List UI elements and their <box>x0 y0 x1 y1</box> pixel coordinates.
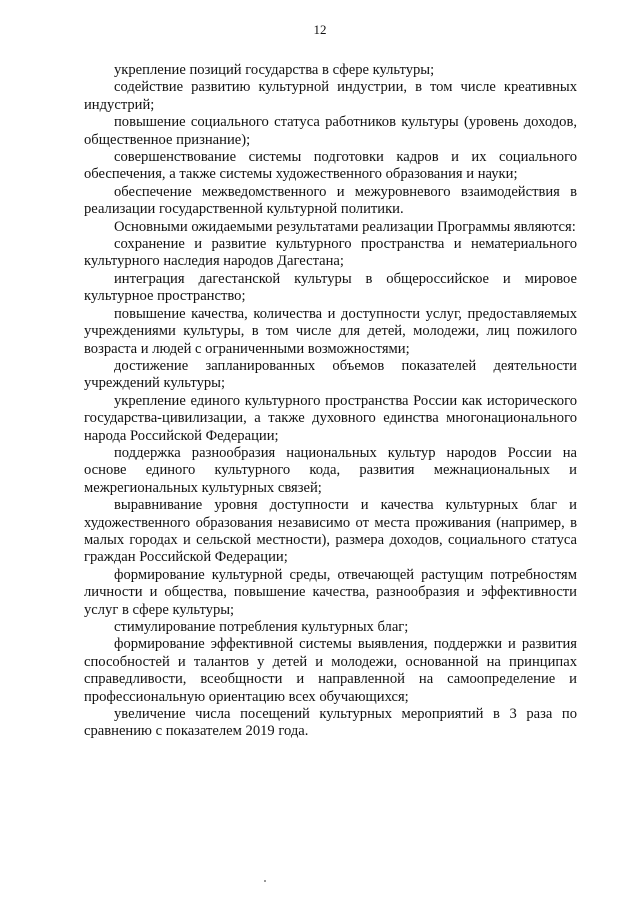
scan-speck <box>264 880 266 882</box>
paragraph: Основными ожидаемыми результатами реализации Программы являются: <box>114 218 576 235</box>
paragraph: интеграция дагестанской культуры в общероссийское и мировое культурное пространство; <box>84 270 577 305</box>
paragraph: сохранение и развитие культурного пространства и нематериального культурного наследия народов Дагестана; <box>84 236 577 270</box>
page-number: 12 <box>313 22 327 37</box>
document-body <box>84 62 577 741</box>
paragraph: формирование культурной среды, отвечающей растущим потребностям личности и общества, повышение качества, разнообразия и эффективности услуг в сфере культуры; <box>84 566 577 618</box>
paragraph: повышение качества, количества и доступности услуг, предоставляемых учреждениями культуры, в том числе для детей, молодежи, лиц пожилого возраста и людей с ограниченными возможностями; <box>84 305 577 357</box>
paragraph: совершенствование системы подготовки кадров и их социального обеспечения, а также системы художественного образования и науки; <box>84 149 577 183</box>
paragraph: содействие развитию культурной индустрии, в том числе креативных индустрий; <box>84 79 577 113</box>
paragraph: увеличение числа посещений культурных мероприятий в 3 раза по сравнению с показателем 2019 года. <box>84 706 577 740</box>
paragraph: укрепление позиций государства в сфере культуры; <box>114 62 435 78</box>
paragraph: обеспечение межведомственного и межуровневого взаимодействия в реализации государственной культурной политики. <box>84 183 577 218</box>
paragraph: формирование эффективной системы выявления, поддержки и развития способностей и талантов у детей и молодежи, основанной на принципах справедливости, всеобщности и направленной на самоопределение и профессиональную ориентацию всех обучающихся; <box>84 636 577 705</box>
paragraph: укрепление единого культурного пространства России как исторического государства-цивилизации, а также духовного единства многонационального народа Российской Федерации; <box>84 392 577 444</box>
paragraph: достижение запланированных объемов показателей деятельности учреждений культуры; <box>84 357 577 392</box>
paragraph: повышение социального статуса работников культуры (уровень доходов, общественное признание); <box>84 114 577 148</box>
paragraph: поддержка разнообразия национальных культур народов России на основе единого культурного кода, развития межнациональных и межрегиональных культурных связей; <box>84 444 577 496</box>
paragraph: выравнивание уровня доступности и качества культурных благ и художественного образования независимо от места проживания (например, в малых городах и сельской местности), размера доходов, социального статуса граждан Российской Федерации; <box>84 497 577 566</box>
paragraph: стимулирование потребления культурных благ; <box>114 619 409 635</box>
